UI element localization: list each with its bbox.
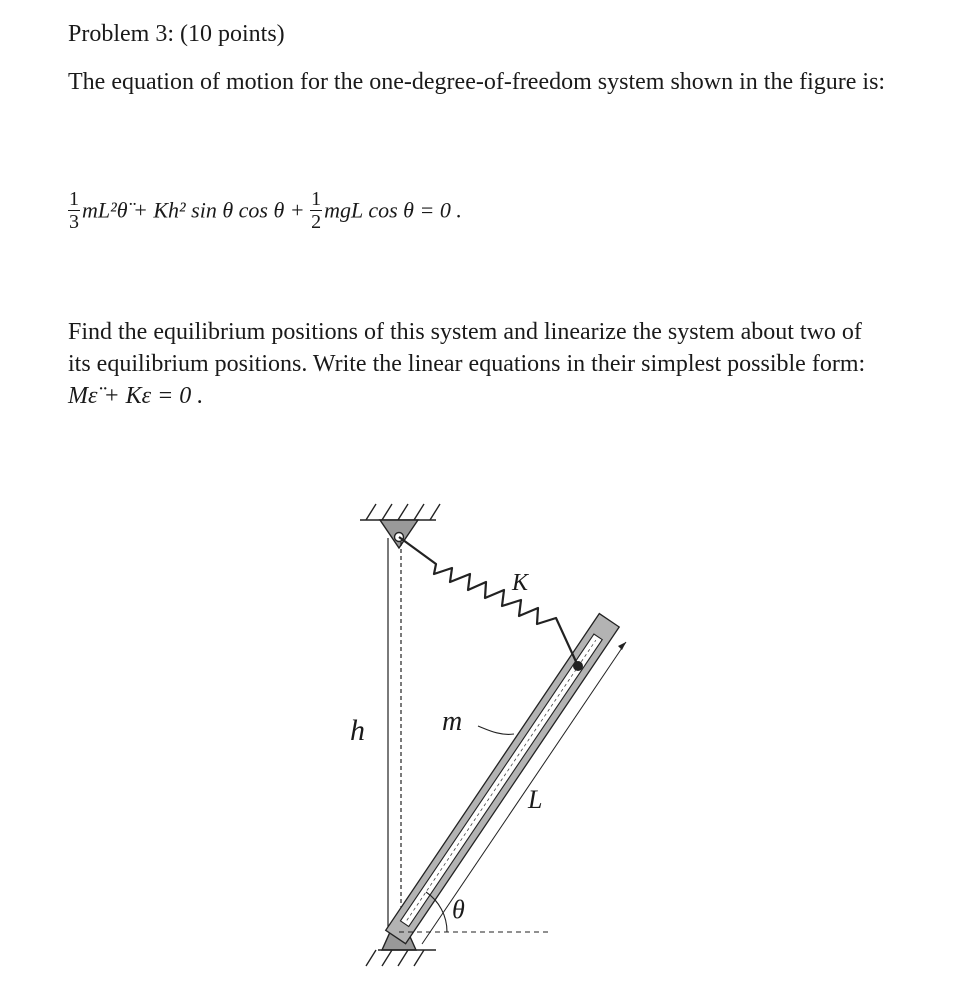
task-line-1: Find the equilibrium positions of this system and linearize the system about two of xyxy=(68,319,862,345)
mass-leader-line xyxy=(478,726,514,734)
equation-part-2: mgL cos θ = 0 . xyxy=(324,197,462,223)
task-paragraph xyxy=(68,316,928,412)
fraction-numerator: 1 xyxy=(311,188,322,210)
rigid-bar xyxy=(386,614,620,944)
label-h: h xyxy=(350,714,365,747)
label-theta: θ xyxy=(452,895,465,924)
equation-of-motion xyxy=(68,188,462,260)
system-figure xyxy=(330,490,630,985)
fraction-one-half xyxy=(310,188,322,233)
figure-svg xyxy=(330,490,630,980)
fraction-denominator: 2 xyxy=(311,211,322,233)
spring-K xyxy=(399,537,578,666)
problem-title: Problem 3: (10 points) xyxy=(68,21,285,47)
label-K: K xyxy=(512,570,529,596)
fraction-denominator: 3 xyxy=(69,211,79,233)
top-ground-support xyxy=(360,504,440,548)
equation-part-1: mL²θ̈ + Kh² sin θ cos θ + xyxy=(82,197,311,223)
label-m: m xyxy=(442,706,463,737)
task-line-2: its equilibrium positions. Write the linear equations in their simplest possible form: xyxy=(68,351,866,377)
linear-form-equation: Mε̈ + Kε = 0 . xyxy=(68,383,204,409)
intro-paragraph: The equation of motion for the one-degree-of-freedom system shown in the figure is: xyxy=(68,69,886,95)
label-L: L xyxy=(528,785,543,814)
spring-attachment-point xyxy=(573,661,583,671)
fraction-numerator: 1 xyxy=(69,188,79,210)
fraction-one-third xyxy=(68,188,80,233)
